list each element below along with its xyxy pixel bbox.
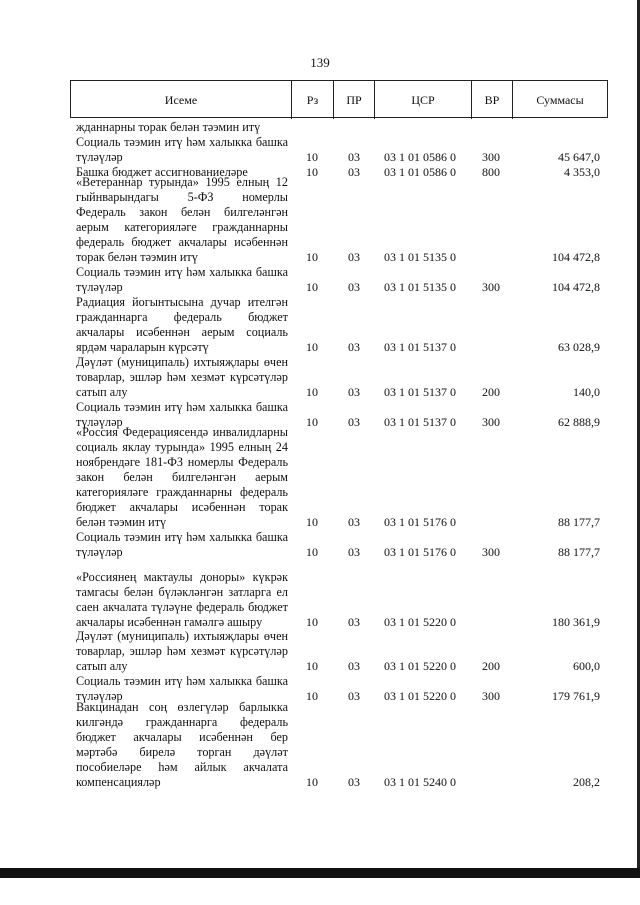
row-description: Радиация йогынтысына дучар ителгән гражданнарга федераль бюджет акчалары исәбеннән аерым социаль ярдәм чараларын күрсәтү — [76, 295, 288, 354]
row-sum: 104 472,8 — [552, 250, 600, 264]
row-sum: 45 647,0 — [558, 150, 600, 164]
row-pr: 03 — [348, 385, 360, 399]
row-sum: 88 177,7 — [558, 545, 600, 559]
row-description: Социаль тәэмин итү һәм халыкка башка түләүләр — [76, 530, 288, 559]
row-sum: 140,0 — [573, 385, 600, 399]
row-csr: 03 1 01 5220 0 — [384, 659, 456, 673]
scan-bottom-edge — [0, 868, 640, 878]
row-rz: 10 — [306, 250, 318, 264]
row-pr: 03 — [348, 165, 360, 179]
row-vr: 300 — [482, 689, 500, 703]
row-pr: 03 — [348, 280, 360, 294]
row-rz: 10 — [306, 415, 318, 429]
row-description: Дәүләт (муниципаль) ихтыяҗлары өчен товарлар, эшләр һәм хезмәт күрсәтүләр сатып алу — [76, 355, 288, 399]
row-sum: 179 761,9 — [552, 689, 600, 703]
row-description: Социаль тәэмин итү һәм халыкка башка түләүләр — [76, 674, 288, 703]
row-description: Социаль тәэмин итү һәм халыкка башка түләүләр — [76, 265, 288, 294]
header-vr: ВР — [484, 93, 500, 107]
row-pr: 03 — [348, 689, 360, 703]
row-pr: 03 — [348, 515, 360, 529]
row-pr: 03 — [348, 415, 360, 429]
row-vr: 800 — [482, 165, 500, 179]
row-csr: 03 1 01 5137 0 — [384, 340, 456, 354]
row-csr: 03 1 01 5220 0 — [384, 615, 456, 629]
row-sum: 600,0 — [573, 659, 600, 673]
row-pr: 03 — [348, 775, 360, 789]
row-sum: 208,2 — [573, 775, 600, 789]
row-csr: 03 1 01 5135 0 — [384, 280, 456, 294]
row-rz: 10 — [306, 545, 318, 559]
table-row — [76, 175, 606, 265]
row-description: Башка бюджет ассигнованиеләре — [76, 165, 248, 179]
row-rz: 10 — [306, 385, 318, 399]
row-rz: 10 — [306, 659, 318, 673]
header-pr: ПР — [346, 93, 362, 107]
row-pr: 03 — [348, 659, 360, 673]
row-csr: 03 1 01 5137 0 — [384, 415, 456, 429]
row-pr: 03 — [348, 340, 360, 354]
table-row — [76, 355, 606, 400]
row-pr: 03 — [348, 545, 360, 559]
row-sum: 180 361,9 — [552, 615, 600, 629]
row-sum: 104 472,8 — [552, 280, 600, 294]
row-rz: 10 — [306, 515, 318, 529]
row-description: Социаль тәэмин итү һәм халыкка башка түләүләр — [76, 400, 288, 429]
row-csr: 03 1 01 5240 0 — [384, 775, 456, 789]
header-csr: ЦСР — [411, 93, 435, 107]
row-pr: 03 — [348, 150, 360, 164]
row-description: «Россиянең мактаулы доноры» күкрәк тамгасы белән бүләкләнгән затларга ел саен акчалата түләүне федераль бюджет акчалары исәбеннән гамәлгә ашыру — [76, 570, 288, 629]
row-csr: 03 1 01 0586 0 — [384, 165, 456, 179]
row-rz: 10 — [306, 280, 318, 294]
row-sum: 88 177,7 — [558, 515, 600, 529]
header-rz: Рз — [306, 93, 319, 107]
row-sum: 4 353,0 — [564, 165, 600, 179]
table-row — [76, 630, 606, 674]
table-row — [76, 560, 606, 630]
row-description: жданнарны торак белән тәэмин итү — [76, 120, 261, 134]
table-row — [76, 700, 606, 790]
table-header — [70, 80, 608, 118]
row-description: «Россия Федерациясендә инвалидларны социаль яклау турында» 1995 елның 24 ноябрендәге 181-ФЗ номерлы Федераль закон белән билгеләнгән аерым категорияләге гражданнарны федераль бюджет акчалары исәбеннән торак белән тәэмин итү — [76, 425, 288, 529]
table-row — [76, 425, 606, 530]
row-rz: 10 — [306, 775, 318, 789]
row-rz: 10 — [306, 150, 318, 164]
row-csr: 03 1 01 5176 0 — [384, 545, 456, 559]
row-description: Социаль тәэмин итү һәм халыкка башка түләүләр — [76, 135, 288, 164]
row-vr: 200 — [482, 385, 500, 399]
row-sum: 62 888,9 — [558, 415, 600, 429]
row-rz: 10 — [306, 689, 318, 703]
row-csr: 03 1 01 0586 0 — [384, 150, 456, 164]
table-row — [76, 135, 606, 165]
row-vr: 300 — [482, 150, 500, 164]
row-pr: 03 — [348, 250, 360, 264]
row-description: Вакцинадан соң өзлегүләр барлыкка килгәндә гражданнарга федераль бюджет акчалары исәбеннән бер мәртәбә бирелә торган дәүләт пособиеләре һәм айлык акчалата компенсацияләр — [76, 700, 288, 789]
row-rz: 10 — [306, 615, 318, 629]
header-sum: Суммасы — [536, 93, 584, 107]
row-description: Дәүләт (муниципаль) ихтыяҗлары өчен товарлар, эшләр һәм хезмәт күрсәтүләр сатып алу — [76, 629, 288, 673]
table-row — [76, 530, 606, 560]
row-sum: 63 028,9 — [558, 340, 600, 354]
row-pr: 03 — [348, 615, 360, 629]
row-csr: 03 1 01 5220 0 — [384, 689, 456, 703]
row-vr: 200 — [482, 659, 500, 673]
table-row — [76, 295, 606, 355]
table-row — [76, 120, 606, 135]
row-vr: 300 — [482, 545, 500, 559]
row-rz: 10 — [306, 340, 318, 354]
row-rz: 10 — [306, 165, 318, 179]
table-row — [76, 265, 606, 295]
row-vr: 300 — [482, 280, 500, 294]
header-name: Исеме — [164, 93, 198, 107]
row-csr: 03 1 01 5137 0 — [384, 385, 456, 399]
row-description: «Ветераннар турында» 1995 елның 12 гыйнварындагы 5-ФЗ номерлы Федераль закон белән билгеләнгән аерым категорияләге гражданнарны федераль бюджет акчалары исәбеннән торак белән тәэмин итү — [76, 175, 288, 264]
row-csr: 03 1 01 5135 0 — [384, 250, 456, 264]
row-vr: 300 — [482, 415, 500, 429]
row-csr: 03 1 01 5176 0 — [384, 515, 456, 529]
page-number: 139 — [310, 55, 330, 70]
